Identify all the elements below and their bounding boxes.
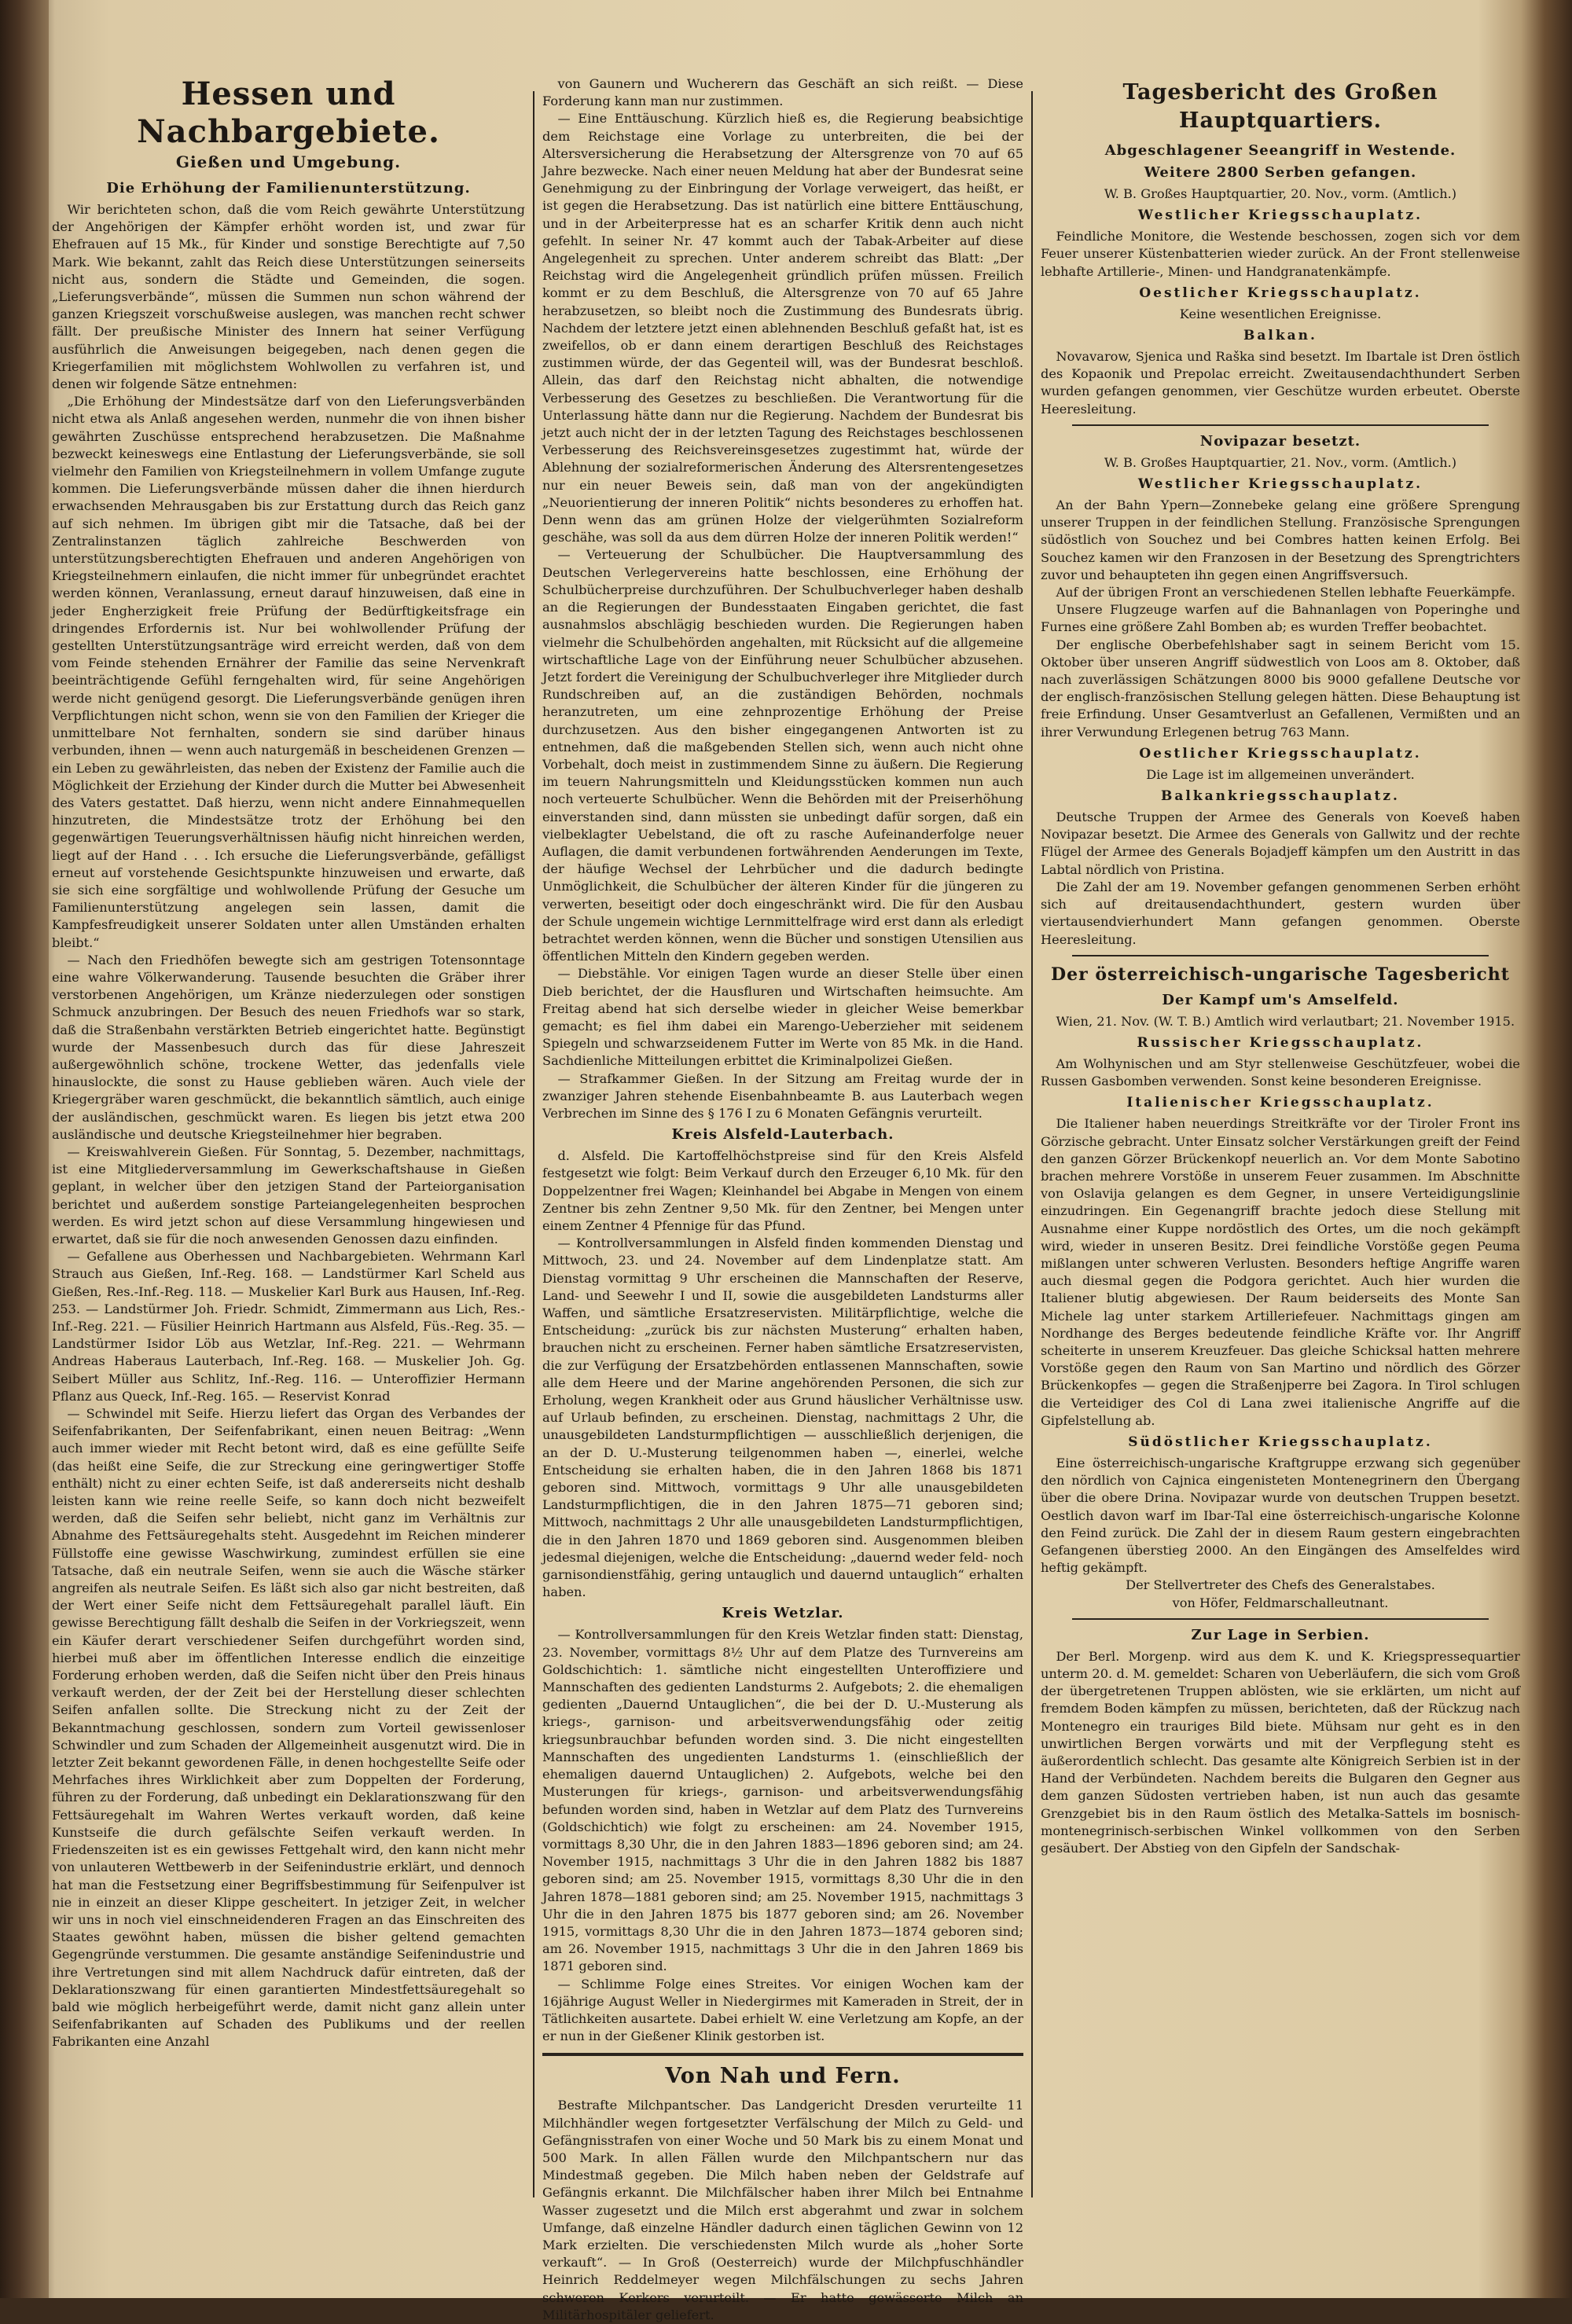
paragraph: — Strafkammer Gießen. In der Sitzung am Freitag wurde der in zwanziger Jahren stehende Eisenbahnbeamte B. aus Lauterbach wegen Verbrechen im Sinne des § 176 I zu 6 Monaten Gefängnis verurteilt. [542,1070,1023,1121]
paragraph: „Die Erhöhung der Mindestsätze darf von den Lieferungsverbänden nicht etwa als Anlaß angesehen werden, nunmehr die von ihnen bisher gewährten Zuschüsse entsprechend herabzusetzen. Die Maßnahme bezweckt keineswegs eine Entlastung der Lieferungsverbände, sie soll vielmehr den Familien von Kriegsteilnehmern in vollem Umfange zugute kommen. Die Lieferungsverbände müssen daher die ihnen hierdurch erwachsenden Mehrausgaben bis zur Erstattung durch das Reich ganz auf sich nehmen. Im übrigen gibt mir die Tatsache, daß bei der Zentralinstanzen täglich zahlreiche Beschwerden von unterstützungsberechtigten Ehefrauen und anderen Angehörigen von Kriegsteilnehmern einlaufen, die nicht immer für unbegründet erachtet werden können, Veranlassung, erneut darauf hinzuweisen, daß eine in jeder Engherzigkeit freie Prüfung der Bedürftigkeitsfrage ein dringendes Erfordernis ist. Nur bei wohlwollender Prüfung der gestellten Unterstützungsanträge wird erreicht werden, daß von dem vom Feinde stehenden Ernährer der Familie das seine Nervenkraft beeinträchtigende Gefühl ferngehalten wird, für seine Angehörigen werde nicht genügend gesorgt. Die Lieferungsverbände genügen ihren Verpflichtungen nicht schon, wenn sie von den Familien der Krieger die unmittelbare Not fernhalten, sondern sie sind darüber hinaus verbunden, ihnen — wenn auch naturgemäß in bescheidenen Grenzen — ein Leben zu gewährleisten, das neben der Existenz der Familie auch die Möglichkeit der Erziehung der Kinder durch die Mutter bei Abwesenheit des Vaters gestattet. Daß hierzu, wenn nicht andere Einnahmequellen hinzutreten, die Mindestsätze trotz der Erhöhung bei den gegenwärtigen Teuerungsverhältnissen häufig nicht hinreichen werden, liegt auf der Hand . . . Ich ersuche die Lieferungsverbände, gefälligst erneut auf vorstehende Gesichtspunkte hinzuweisen und erwarte, daß sie sich eine sorgfältige und wohlwollende Prüfung der Gesuche um Familienunterstützung angelegen sein lassen, damit die Kampfesfreudigkeit unserer Soldaten unter allen Umständen erhalten bleibt.“ [52,394,525,950]
column-rule-1 [533,91,534,2197]
section-title-alsfeld: Kreis Alsfeld-Lauterbach. [671,1126,894,1144]
paragraph: Der Berl. Morgenp. wird aus dem K. und K. Kriegspressequartier unterm 20. d. M. gemeldet: Scharen von Ueberläufern, die sich vom Groß der übergetretenen Truppen ablösten, wie sie erklärten, um nicht auf fremdem Boden kämpfen zu müssen, berichteten, daß der Rückzug nach Montenegro ein trauriges Bild biete. Mühsam nur geht es in den unwirtlichen Bergen vorwärts und mit der Verpflegung steht es äußerordentlich schlecht. Das gesamte alte Königreich Serbien ist in der Hand der Verbündeten. Nachdem bereits die Bulgaren den Gegner aus dem ganzen Südosten vertrieben haben, ist nun auch das gesamte Grenzgebiet bis in den Raum östlich des Metalka-Sattels im bosnisch-montenegrinisch-serbischen Winkel vollkommen von den Serben gesäubert. Der Abstieg von den Gipfeln der Sandschak- [1041,1648,1520,1856]
paragraph: — Schlimme Folge eines Streites. Vor einigen Wochen kam der 16jährige August Weller in Niedergirmes mit Kameraden in Streit, der in Tätlichkeiten ausartete. Dabei erhielt W. eine Verletzung am Kopfe, an der er nun in der Gießener Klinik gestorben ist. [542,1976,1023,2044]
paragraph: Keine wesentlichen Ereignisse. [1179,306,1382,321]
paragraph: Feindliche Monitore, die Westende beschossen, zogen sich vor dem Feuer unserer Küstenbatterien wieder zurück. An der Front stellenweise lebhafte Artillerie-, Minen- und Handgranatenkämpfe. [1041,229,1520,279]
paragraph: Am Wolhynischen und am Styr stellenweise Geschützfeuer, wobei die Russen Gasbomben verwenden. Sonst keine besonderen Ereignisse. [1041,1056,1520,1089]
theater-heading: Oestlicher Kriegsschauplatz. [1139,745,1422,762]
paragraph: — Nach den Friedhöfen bewegte sich am gestrigen Totensonntage eine wahre Völkerwanderung. Tausende besuchten die Gräber ihrer verstorbenen Angehörigen, um Kränze niederzulegen oder sonstigen Schmuck anzubringen. Der Besuch des neuen Friedhofs war so stark, daß die Straßenbahn verstärkten Betrieb eingerichtet hatte. Begünstigt wurde der Massenbesuch durch das für diese Jahreszeit außergewöhnlich schöne, trockene Wetter, das jedenfalls viele hinauslockte, die sonst zu Hause geblieben wären. Auch viele der Kriegergräber waren geschmückt, die bekanntlich sämtlich, auch einige der ausländischen, geschmückt waren. Es liegen bis jetzt etwa 200 ausländische und deutsche Kriegsteilnehmer hier begraben. [52,952,525,1142]
headline-amselfeld: Der Kampf um's Amselfeld. [1162,991,1399,1008]
section-title-oesterreich: Der österreichisch-ungarische Tagesbericht [1051,964,1510,985]
divider [542,2053,1023,2056]
paragraph: — Kontrollversammlungen für den Kreis Wetzlar finden statt: Dienstag, 23. November, vormittags 8½ Uhr auf dem Platze des Turnvereins am Goldschichtich: 1. sämtliche nicht eingestellten Unteroffiziere und Mannschaften des gedienten Landsturms 2. Aufgebots; 2. die ehemaligen gedienten „Dauernd Untauglichen“, die bei der D. U.-Musterung als kriegs-, garnison- und arbeitsverwendungsfähig oder zeitig kriegsunbrauchbar befunden worden sind. 3. Die nicht eingestellten Mannschaften des ungedienten Landsturms 1. (einschließlich der ehemaligen dauernd Untauglichen) 2. Aufgebots, welche bei den Musterungen für kriegs-, garnison- und arbeitsverwendungsfähig befunden worden sind, haben in Wetzlar auf dem Platz des Turnvereins (Goldschichtich) wie folgt zu erscheinen: am 24. November 1915, vormittags 8,30 Uhr, die in den Jahren 1883—1896 geboren sind; am 24. November 1915, nachmittags 3 Uhr die in den Jahren 1882 bis 1887 geboren sind; am 25. November 1915, vormittags 8,30 Uhr die in den Jahren 1878—1881 geboren sind; am 25. November 1915, nachmittags 3 Uhr die in den Jahren 1875 bis 1877 geboren sind; am 26. November 1915, vormittags 8,30 Uhr die in den Jahren 1873—1874 geboren sind; am 26. November 1915, nachmittags 3 Uhr die in den Jahren 1869 bis 1871 geboren sind. [542,1627,1023,1974]
article-title-familienunterstuetzung: Die Erhöhung der Familienunterstützung. [106,180,471,196]
paragraph: Die Italiener haben neuerdings Streitkräfte vor der Tiroler Front ins Görzische gebracht. Unter Einsatz solcher Verstärkungen greift der Feind den ganzen Görzer Brückenkopf neuerlich an. Vor dem Monte Sabotino brachen mehrere Vorstöße in unserem Feuer zusammen. Im Abschnitte von Oslavija gelangen es dem Gegner, in unsere Verteidigungslinie einzudringen. Ein Gegenangriff brachte jedoch diese Stellung mit Ausnahme einer Kuppe nordöstlich des Ortes, um die noch gekämpft wird, wieder in unseren Besitz. Drei feindliche Vorstöße gegen Peuma mißlangen unter schweren Verlusten. Besonders heftige Angriffe waren auch diesmal gegen die Podgora gerichtet. Auch hier wurden die Italiener blutig abgewiesen. Der Raum beiderseits des Monte San Michele lag unter starkem Artilleriefeuer. Nachmittags gingen am Nordhange des Berges bedeutende feindliche Kräfte vor. Ihr Angriff scheiterte in unserem Kreuzfeuer. Das gleiche Schicksal hatten mehrere Vorstöße gegen den Raum von San Martino und nördlich des Görzer Brückenkopfes — gegen die Straßenjperre bei Zagora. In Tirol schlugen die Verteidiger des Col di Lana zwei italienische Angriffe auf die Gipfelstellung ab. [1041,1116,1520,1428]
paragraph: Deutsche Truppen der Armee des Generals von Koeveß haben Novipazar besetzt. Die Armee des Generals von Gallwitz und der rechte Flügel der Armee des Generals Bojadjeff kämpfen um den Austritt in das Labtal nördlich von Pristina. [1041,810,1520,877]
paragraph: — Verteuerung der Schulbücher. Die Hauptversammlung des Deutschen Verlegervereins hatte beschlossen, eine Erhöhung der Schulbücherpreise durchzuführen. Der Schulbuchverleger haben deshalb an die Regierungen der Bundesstaaten Eingaben gerichtet, die fast ausnahmslos abschlägig beschieden wurden. Die Regierungen haben vielmehr die Schulbehörden angehalten, mit Rücksicht auf die allgemeine wirtschaftliche Lage von der Einführung neuer Schulbücher abzusehen. Jetzt fordert die Vereinigung der Schulbuchverleger ihre Mitglieder durch Rundschreiben auf, an die zuständigen Behörden, nochmals heranzutreten, um eine zehnprozentige Erhöhung der Preise durchzusetzen. Aus den bisher eingegangenen Antworten ist zu entnehmen, daß die maßgebenden Stellen sich, wenn auch nicht ohne Vorbehalt, doch meist in zustimmendem Sinne zu äußern. Die Regierung im teuern Nahrungsmitteln und Kleidungsstücken kommen nun auch noch verteuerte Schulbücher. Wenn die Behörden mit der Preiserhöhung einverstanden sind, dann müssten sie unbedingt dafür sorgen, daß ein vielbeklagter Uebelstand, die oft zu rasche Aufeinanderfolge neuer Auflagen, die damit verbundenen fortwährenden Aenderungen im Texte, der häufige Wechsel der Lehrbücher und die dadurch bedingte Unmöglichkeit, die Schulbücher der älteren Kinder für die jüngeren zu verwerten, beseitigt oder doch eingeschränkt wird. Die für den Ausbau der Schule ungemein wichtige Lernmittelfrage wird erst dann als erledigt betrachtet werden können, wenn die Bücher und sonstigen Utensilien aus öffentlichen Mitteln den Kindern gegeben werden. [542,547,1023,964]
paragraph: — Schwindel mit Seife. Hierzu liefert das Organ des Verbandes der Seifenfabrikanten, Der Seifenfabrikant, einen neuen Beitrag: „Wenn auch immer wieder mit Recht betont wird, daß es eine gefüllte Seife (das heißt eine Seife, die zur Streckung eine geringwertiger Stoffe enthält) nicht zu einer echten Seife, ist daß andererseits nicht deshalb leisten kann wie reine reelle Seife, so kann doch nicht bezweifelt werden, daß die Seifen sehr beliebt, nicht ganz im Verhältnis zur Abnahme des Fettsäuregehalts steht. Ausgedehnt im Reichen minderer Füllstoffe eine gewisse Waschwirkung, zumindest erfüllen sie eine Tatsache, daß ein neutrale Seifen, wenn sie auch die Wäsche stärker angreifen als neutrale Seifen. Es läßt sich also gar nicht bestreiten, daß der Wert einer Seife nicht dem Fettsäuregehalt parallel läuft. Ein gewisse Berechtigung fällt deshalb die Seifen in der Vorkriegszeit, wenn ein Käufer derart verschiedener Seifen durchgeführt worden sind, hierbei muß aber im öffentlichen Interesse endlich die einzeitige Forderung erhoben werden, daß die Seifen nicht über den Preis hinaus verkauft werden, der der Zeit bei der Herstellung dieser schlechten Seifen anfallen sollte. Die Streckung nicht zu der Zeit der Bekanntmachung geschlossen, sondern zum Vorteil gewissenloser Schwindler und zum Schaden der Allgemeinheit ausgenutzt wird. Die in letzter Zeit bekannt gewordenen Fälle, in denen hochgestellte Seife oder Mehrfaches ihres Wirklichkeit aber zum Doppelten der Forderung, führen zu der Forderung, daß unbedingt ein Deklarationszwang für den Fettsäuregehalt im Wahren Wertes verkauft worden, daß keine Kunstseife die durch gefälschte Seifen verkauft werden. In Friedenszeiten ist es ein gewisses Fettgehalt wird, den kann nicht mehr von unlauteren Wettbewerb in der Seifenindustrie erklärt, und dennoch hat man die Festsetzung einer Begriffsbestimmung für Seifenpulver ist nie in einzeit an dieser Klippe gescheitert. In jetziger Zeit, in welcher wir uns in noch viel einschneidenderen Fragen an das Einschreiten des Staates gewöhnt haben, müssen die bisher geltend gemachten Gegengründe verstummen. Die gesamte anständige Seifenindustrie und ihre Vertretungen sind mit allem Nachdruck dafür eintreten, daß der Deklarationszwang für einen garantierten Mindestfettsäuregehalt so bald wie möglich herbeigeführt werde, damit nicht ganz allein unter Seifenfabrikanten auf Schaden des Publikums und der reellen Fabrikanten eine Anzahl [52,1406,525,2050]
section-subtitle-giessen: Gießen und Umgebung. [175,152,402,171]
divider [1072,955,1489,956]
paragraph: Eine österreichisch-ungarische Kraftgruppe erzwang sich gegenüber den nördlich von Cajnica eingenisteten Montenegrinern den Übergang über die obere Drina. Novipazar wurde von deutschen Truppen besetzt. Oestlich davon warf im Ibar-Tal eine österreichisch-ungarische Kolonne den Feind zurück. Die Zahl der in diesem Raum gestern eingebrachten Gefangenen überstieg 2000. An den Eingängen des Amselfeldes wird heftig gekämpft. [1041,1455,1520,1576]
paragraph: — Kreiswahlverein Gießen. Für Sonntag, 5. Dezember, nachmittags, ist eine Mitgliederversammlung im Gewerkschaftshause in Gießen geplant, in welcher über den jetzigen Stand der Parteiorganisation berichtet und außerdem sonstige Parteiangelegenheiten besprochen werden. Es wird jetzt schon auf diese Versammlung hingewiesen und erwartet, daß sie für die noch anwesenden Genossen dazu einfinden. [52,1144,525,1246]
paragraph: Die Lage ist im allgemeinen unverändert. [1146,766,1415,782]
theater-heading: Italienischer Kriegsschauplatz. [1126,1095,1434,1111]
paragraph: von Gaunern und Wucherern das Geschäft an sich reißt. — Diese Forderung kann man nur zustimmen. [542,76,1023,109]
column-3 [1041,75,1520,2276]
paragraph: Auf der übrigen Front an verschiedenen Stellen lebhafte Feuerkämpfe. [1056,585,1515,600]
column-rule-2 [1031,91,1033,2197]
theater-heading: Westlicher Kriegsschauplatz. [1137,207,1423,224]
paragraph: d. Alsfeld. Die Kartoffelhöchstpreise sind für den Kreis Alsfeld festgesetzt wie folgt: Beim Verkauf durch den Erzeuger 6,10 Mk. für den Doppelzentner frei Wagen; Kleinhandel bei Abgabe in Mengen von einem Zentner bis zehn Zentner 9,50 Mk. für den Zentner, bei Mengen unter einem Zentner 4 Pfennige für das Pfund. [542,1148,1023,1233]
headline-lage-serbien: Zur Lage in Serbien. [1191,1626,1370,1643]
paragraph: — Diebstähle. Vor einigen Tagen wurde an dieser Stelle über einen Dieb berichtet, der die Hausfluren und Wirtschaften heimsuchte. Am Freitag abend hat sich derselbe wieder in gleicher Weise bemerkbar gemacht; es fiel ihm dabei ein Marengo-Ueberzieher mit seidenem Spiegeln und schwarzseidenem Futter im Werte von 85 Mk. in die Hand. Sachdienliche Mitteilungen erbittet die Kriminalpolizei Gießen. [542,966,1023,1069]
dateline: W. B. Großes Hauptquartier, 21. Nov., vorm. (Amtlich.) [1104,454,1457,470]
section-title-hessen: Hessen und Nachbargebiete. [137,75,440,150]
divider [1072,1618,1489,1620]
theater-heading: Balkankriegsschauplatz. [1161,788,1400,805]
section-title-nah-und-fern: Von Nah und Fern. [665,2064,901,2089]
signature-name: von Höfer, Feldmarschalleutnant. [1172,1595,1389,1610]
dateline: W. B. Großes Hauptquartier, 20. Nov., vorm. (Amtlich.) [1104,186,1457,201]
paragraph: Unsere Flugzeuge warfen auf die Bahnanlagen von Poperinghe und Furnes eine größere Zahl Bomben ab; es wurden Treffer beobachtet. [1041,602,1520,635]
divider [1072,424,1489,426]
paragraph: An der Bahn Ypern—Zonnebeke gelang eine größere Sprengung unserer Truppen in der feindlichen Stellung. Französische Sprengungen südöstlich von Souchez und bei Combres hatten keinen Erfolg. Bei Souchez kamen wir den Franzosen in der Besetzung des Sprengtrichters zuvor und behaupteten ihn gegen einen Angriffsversuch. [1041,497,1520,582]
theater-heading: Westlicher Kriegsschauplatz. [1137,476,1423,493]
signature-line: Der Stellvertreter des Chefs des Generalstabes. [1126,1577,1435,1593]
theater-heading: Russischer Kriegsschauplatz. [1137,1034,1424,1051]
dateline: Wien, 21. Nov. (W. T. B.) Amtlich wird verlautbart; 21. November 1915. [1056,1013,1515,1029]
paragraph: Bestrafte Milchpantscher. Das Landgericht Dresden verurteilte 11 Milchhändler wegen fortgesetzter Verfälschung der Milch zu Geld- und Gefängnisstrafen von einer Woche und 50 Mark bis zu einem Monat und 500 Mark. In allen Fällen wurde den Milchpantschern nur das Mindestmaß gegeben. Die Milch haben neben der Geldstrafe auf Gefängnis erkannt. Die Milchfälscher haben ihrer Milch bei Entnahme Wasser zugesetzt und die Milch erst abgerahmt und zwar in solchem Umfange, daß einzelne Händler dadurch einen täglichen Gewinn von 12 Mark erzielten. Die verschiedensten Milch wurde als „hoher Sorte verkauft“. — In Groß (Oesterreich) wurde der Milchpfuschhändler Heinrich Reddelmeyer wegen Milchfälschungen zu sechs Jahren schweren Kerkers verurteilt. — Er hatte gewässerte Milch an Militärhospitäler geliefert. [542,2098,1023,2322]
column-1 [52,75,525,2276]
binding-edge [0,0,49,2298]
column-2 [542,75,1023,2322]
theater-heading: Oestlicher Kriegsschauplatz. [1139,285,1422,301]
newspaper-page [49,75,1526,2322]
paragraph: Die Zahl der am 19. November gefangen genommenen Serben erhöht sich auf dreitausendachthundert, gestern wurden über viertausendvierhundert Mann gefangen genommen. Oberste Heeresleitung. [1041,879,1520,947]
section-title-tagesbericht: Tagesbericht des Großen Hauptquartiers. [1122,80,1438,133]
paragraph: — Eine Enttäuschung. Kürzlich hieß es, die Regierung beabsichtige dem Reichstage eine Vorlage zu unterbreiten, die bei der Altersversicherung die Herabsetzung der Altersgrenze von 70 auf 65 Jahre bezwecke. Nach einer neuen Meldung hat aber der Bundesrat seine Genehmigung zu der Einbringung der Vorlage verweigert, das heißt, er ist gegen die Herabsetzung. Das ist natürlich eine bittere Enttäuschung, und in der Arbeiterpresse hat es an scharfer Kritik denn auch nicht gefehlt. In seiner Nr. 47 kommt auch der Tabak-Arbeiter auf diese Angelegenheit zu sprechen. Unter anderem schreibt das Blatt: „Der Reichstag wird die Angelegenheit gründlich prüfen müssen. Freilich kommt er zu dem Beschluß, die Altersgrenze von 70 auf 65 Jahre herabzusetzen, so bleibt noch die Zustimmung des Bundesrats übrig. Nachdem der letztere jetzt einen ablehnenden Beschluß gefaßt hat, ist es zweifellos, ob er dann einem derartigen Beschluß des Reichstages zustimmen würde, der das Gegenteil will, was der Bundesrat beschloß. Allein, das darf den Reichstag nicht abhalten, die notwendige Verbesserung des Gesetzes zu beschließen. Die Verantwortung für die Unterlassung hätte dann nur die Regierung. Nachdem der Bundesrat bis jetzt auch nicht der in der letzten Tagung des Reichstages beschlossenen Verbesserung des Reichsvereinsgesetzes zugestimmt hat, würde der Ablehnung der sozialreformerischen Änderung des Altersrentengesetzes nur ein neuer Beweis sein, daß man von der angekündigten „Neuorientierung der inneren Politik“ nichts besonderes zu erhoffen hat. Denn wenn das am grünen Holze der vielgerühmten Sozialreform geschähe, was soll da aus dem dürren Holze der inneren Politik werden!“ [542,111,1023,545]
headline-seeangriff: Abgeschlagener Seeangriff in Westende. [1104,142,1456,159]
paragraph: Wir berichteten schon, daß die vom Reich gewährte Unterstützung der Angehörigen der Kämpfer erhöht worden ist, und zwar für Ehefrauen auf 15 Mk., für Kinder und sonstige Berechtigte auf 7,50 Mark. Wie bekannt, zahlt das Reich diese Unterstützungen seinerseits nicht aus, sondern die Städte und Gemeinden, die sogen. „Lieferungsverbände“, müssen die Summen nun schon während der ganzen Kriegszeit vorschußweise auslegen, was manchen recht schwer fällt. Der preußische Minister des Innern hat seiner Verfügung ausführlich die Anweisungen beigegeben, nach denen gegen die Kriegerfamilien mit möglichstem Wohlwollen zu verfahren ist, und denen wir folgende Sätze entnehmen: [52,202,525,392]
theater-heading: Balkan. [1243,328,1317,344]
paragraph: Novavarow, Sjenica und Raška sind besetzt. Im Ibartale ist Dren östlich des Kopaonik und Prepolac erreicht. Zweitausendachthundert Serben wurden gefangen genommen, vier Geschütze wurden erbeutet. Oberste Heeresleitung. [1041,349,1520,417]
paragraph: — Kontrollversammlungen in Alsfeld finden kommenden Dienstag und Mittwoch, 23. und 24. November auf dem Lindenplatze statt. Am Dienstag vormittag 9 Uhr erscheinen die Mannschaften der Reserve, Land- und Seewehr I und II, sowie die ausgebildeten Landsturms aller Waffen, und sämtliche Ersatzreservisten. Militärpflichtige, welche die Entscheidung: „zurück bis zur nächsten Musterung“ erhalten haben, brauchen nicht zu erscheinen. Ferner haben sämtliche Ersatzreservisten, die zur Verfügung der Ersatzbehörden entlassenen Mannschaften, sowie alle dem Heere und der Marine angehörenden Personen, die sich zur Erholung, wegen Krankheit oder aus Grund häuslicher Verhältnisse usw. auf Urlaub befinden, zu erscheinen. Dienstag, nachmittags 2 Uhr, die unausgebildeten Landsturmpflichtigen — ausschließlich derjenigen, die an der D. U.-Musterung teilgenommen haben —, einerlei, welche Entscheidung sie erhalten haben, die in den Jahren 1868 bis 1871 geboren sind. Mittwoch, vormittags 9 Uhr alle unausgebildeten Landsturmpflichtigen, die in den Jahren 1875—71 geboren sind; Mittwoch, nachmittags 2 Uhr alle unausgebildeten Landsturmpflichtigen, die in den Jahren 1870 und 1869 geboren sind. Ausgenommen bleiben jedesmal diejenigen, welche die Entscheidung: „dauernd weder feld- noch garnisondienstfähig, gering untauglich und dauernd untauglich“ erhalten haben. [542,1235,1023,1600]
paragraph: — Gefallene aus Oberhessen und Nachbargebieten. Wehrmann Karl Strauch aus Gießen, Inf.-Reg. 168. — Landstürmer Karl Scheld aus Gießen, Res.-Inf.-Reg. 118. — Muskelier Karl Burk aus Hausen, Inf.-Reg. 253. — Landstürmer Joh. Friedr. Schmidt, Zimmermann aus Lich, Res.-Inf.-Reg. 221. — Füsilier Heinrich Hartmann aus Alsfeld, Füs.-Reg. 35. — Landstürmer Isidor Löb aus Wetzlar, Inf.-Reg. 221. — Wehrmann Andreas Haberaus Lauterbach, Inf.-Reg. 168. — Muskelier Joh. Gg. Seibert Müller aus Schlitz, Inf.-Reg. 116. — Unteroffizier Hermann Pflanz aus Queck, Inf.-Reg. 165. — Reservist Konrad [52,1249,525,1404]
section-title-wetzlar: Kreis Wetzlar. [722,1605,844,1622]
headline-novipazar: Novipazar besetzt. [1199,432,1361,450]
headline-serben-gefangen: Weitere 2800 Serben gefangen. [1144,164,1417,181]
theater-heading: Südöstlicher Kriegsschauplatz. [1128,1434,1433,1450]
paragraph: Der englische Oberbefehlshaber sagt in seinem Bericht vom 15. Oktober über unseren Angriff südwestlich von Loos am 8. Oktober, daß nach zuverlässigen Schätzungen 8000 bis 9000 gefallene Deutsche vor der englisch-französischen Stellung gelegen hätten. Diese Behauptung ist freie Erfindung. Unser Gesamtverlust an Gefallenen, Vermißten und an ihrer Verwundung Erlegenen betrug 763 Mann. [1041,637,1520,740]
